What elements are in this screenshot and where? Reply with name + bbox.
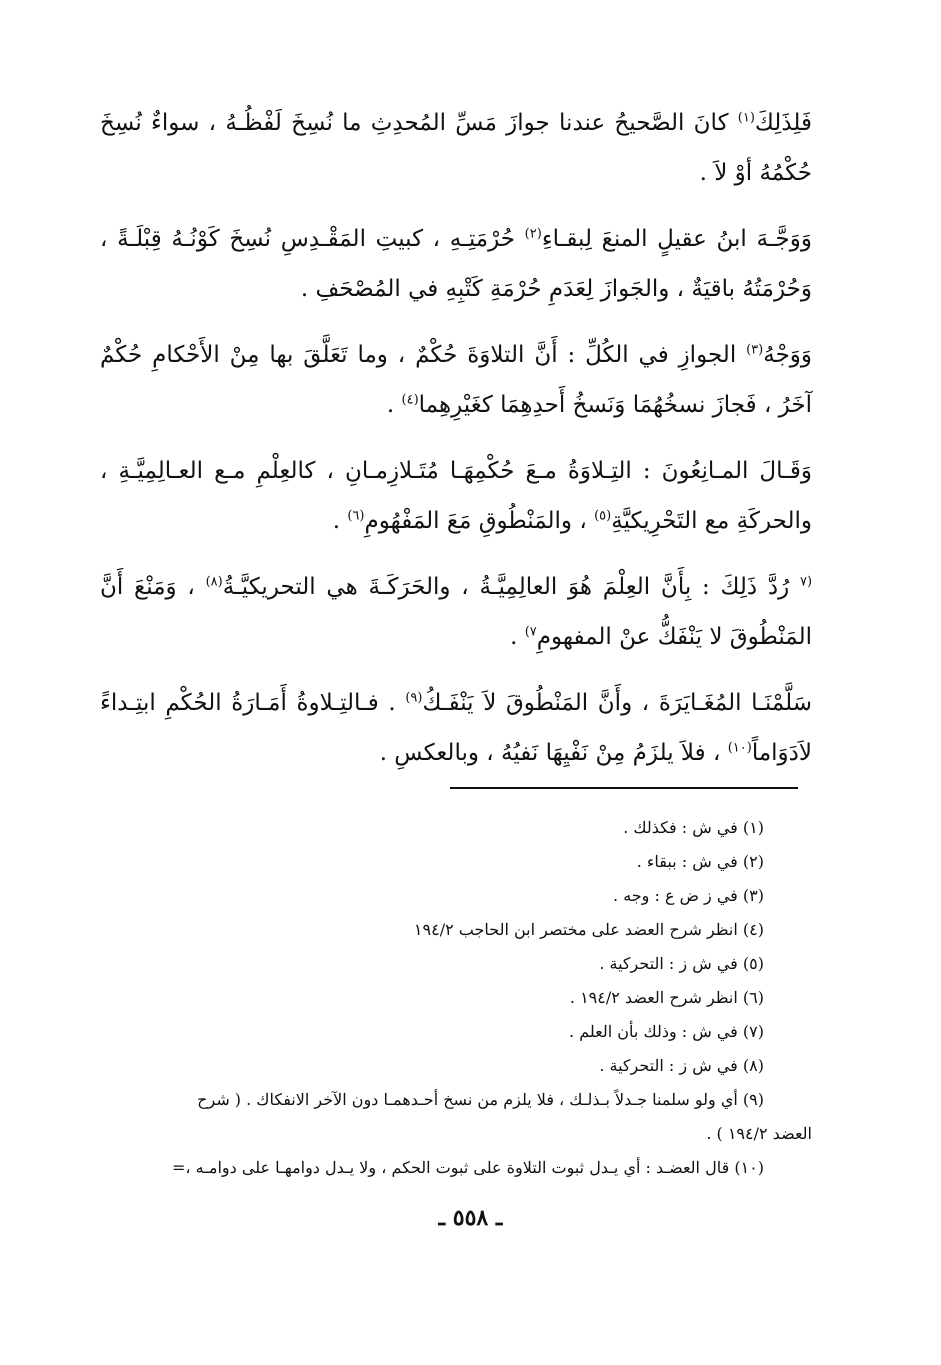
footnote-marker: (١) — [737, 110, 755, 126]
footnote-marker: (٧ — [799, 574, 813, 590]
footnotes — [100, 811, 812, 1185]
paragraph-text: سَلَّمْنَـا المُغَـايَرَةَ ، وأَنَّ المَنْطُوقَ لاَ يَنْفَـكُ — [422, 690, 813, 716]
footnote-9 — [100, 1083, 812, 1151]
paragraph-text: حُرْمَتِـهِ ، كبيتِ المَقْـدِسِ نُسِخَ كَوْنُـهُ قِبْلَـةً ، وَحُرْمَتُهُ باقيَةٌ ، والجَوازَ لِعَدَمِ حُرْمَةِ كَتْبِهِ في المُصْحَفِ . — [100, 226, 812, 302]
paragraph — [100, 678, 812, 778]
footnote-marker: (٤) — [401, 392, 419, 408]
paragraph — [100, 446, 812, 546]
footnote-10: (١٠) قال العضـد : أي يـدل ثبوت التلاوة على ثبوت الحكم ، ولا يـدل دوامهـا على دوامـه ،= — [171, 1158, 764, 1177]
paragraph — [100, 330, 812, 430]
paragraph-text: . — [510, 624, 525, 650]
footnote: (٧) في ش : وذلك بأن العلم . — [569, 1022, 764, 1041]
paragraph-text: وَقَـالَ المـانِعُونَ : التِـلاوَةُ مـعَ حُكْمِهَـا مُتَـلازِمـانِ ، كالعِلْمِ مـع العـالِمِيَّـةِ ، والحركَةِ مع التَحْرِيكيَّةِ — [100, 458, 812, 534]
footnote-marker: (٨) — [205, 574, 223, 590]
paragraph-text: الجوازِ في الكُلِّ : أَنَّ التلاوَةَ حُكْمٌ ، وما تَعَلَّقَ بها مِنْ الأَحْكامِ حُكْمٌ آخَرُ ، فَجازَ نسخُهُمَا وَنَسخُ أَحدِهِمَا كغَيْرِهِما — [100, 342, 812, 418]
paragraph-text: . — [386, 392, 402, 418]
footnote-marker: (٩) — [405, 690, 423, 706]
paragraph-text: رُدَّ ذَلِكَ : بِأَنَّ العِلْمَ هُوَ العالِمِيَّـةُ ، والحَرَكَـةَ هي التحريكيَّـةُ — [222, 574, 800, 600]
footnote-marker: ٧) — [524, 624, 537, 640]
paragraph-text: ، وَمَنْعَ أَنَّ المَنْطُوقَ لا يَنْفَكُّ عنْ المفهومِ — [100, 574, 812, 650]
footnote: (٣) في ز ض ع : وجه . — [613, 886, 764, 905]
footnote-marker: (١٠) — [727, 740, 752, 756]
paragraph-text: . فـالتِـلاوةُ أَمَـارَةُ الحُكْمِ ابتِـداءً لاَدَوَاماً — [100, 690, 812, 766]
footnote-9-text: (٩) أي ولو سلمنا جـدلاً بـذلـك ، فلا يلزم من نسخ أحـدهمـا دون الآخر الانفكاك . ( شرح — [197, 1090, 764, 1109]
footnote: (٨) في ش ز : التحركية . — [599, 1056, 764, 1075]
footnote: (٢) في ش : ببقاء . — [636, 852, 764, 871]
paragraph-text: وَوَجَّـهَ ابنُ عقيلٍ المنعَ لِبقـاءِ — [541, 226, 812, 252]
paragraph — [100, 562, 812, 662]
paragraph-text: . — [332, 508, 348, 534]
main-text — [100, 98, 812, 794]
footnote-marker: (٥) — [594, 508, 612, 524]
footnote: (٤) انظر شرح العضد على مختصر ابن الحاجب ١٩٤/٢ — [413, 920, 764, 939]
paragraph-text: فَلِذَلِكَ — [754, 110, 812, 136]
footnote: (١) في ش : فكذلك . — [623, 818, 764, 837]
paragraph-text: كانَ الصَّحيحُ عندنا جوازَ مَسِّ المُحدِثِ ما نُسِخَ لَفْظُـهُ ، سواءٌ نُسِخَ حُكْمُهُ أوْ لاَ . — [100, 110, 812, 186]
footnote: (٦) انظر شرح العضد ١٩٤/٢ . — [569, 988, 764, 1007]
paragraph-text: ، والمَنْطُوقِ مَعَ المَفْهُومِ — [364, 508, 595, 534]
footnote-marker: (٦) — [347, 508, 365, 524]
footnote-separator — [450, 787, 798, 789]
paragraph-text: ، فلاَ يلزَمُ مِنْ نَفْيِهَا نَفيُهُ ، وبالعكسِ . — [379, 740, 728, 766]
footnote-9-continuation: العضد ١٩٤/٢ ) . — [706, 1124, 812, 1143]
footnote-marker: (٢) — [524, 226, 542, 242]
page-number: ـ ٥٥٨ ـ — [438, 1205, 503, 1231]
paragraph — [100, 214, 812, 314]
footnote: (٥) في ش ز : التحركية . — [599, 954, 764, 973]
footnote-marker: (٣) — [746, 342, 764, 358]
paragraph-text: وَوَجْهُ — [763, 342, 812, 368]
paragraph — [100, 98, 812, 198]
